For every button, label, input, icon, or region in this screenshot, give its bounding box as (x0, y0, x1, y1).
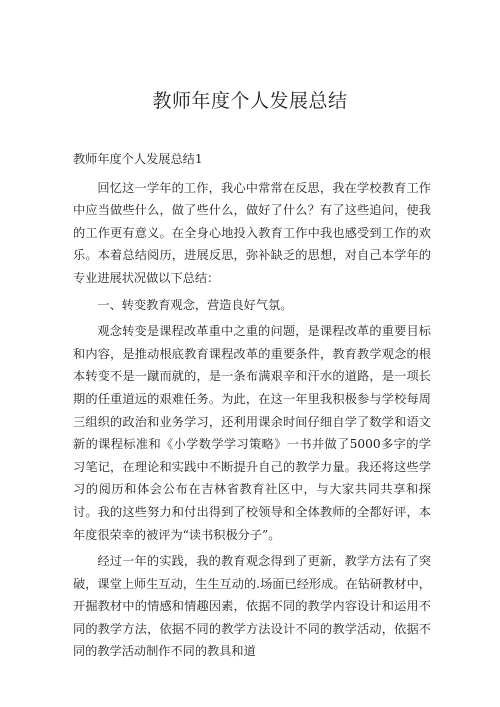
document-body (73, 148, 431, 667)
section-heading-1: 一、转变教育观念，营造良好气氛。 (97, 297, 293, 312)
paragraph-practice: 经过一年的实践，我的教育观念得到了更新，教学方法有了突破，课堂上师生互动，生生互动的.场面已经形成。在钻研教材中，开掘教材中的情感和情趣因素，依据不同的教学内容设计和运用不同的教学方法，依据不同的教学方法设计不同的教学活动，依据不同的教学活动制作不同的教具和道 (73, 554, 431, 659)
paragraph-intro: 回忆这一学年的工作，我心中常常在反思，我在学校教育工作中应当做些什么，做了些什么，做好了什么？有了这些追问，使我的工作更有意义。在全身心地投入教育工作中我也感受到工作的欢乐。本着总结阅历，进展反思，弥补缺乏的思想，对自己本学年的专业进展状况做以下总结： (73, 180, 431, 285)
document-title: 教师年度个人发展总结 (152, 90, 348, 112)
paragraph-concept-change: 观念转变是课程改革重中之重的问题，是课程改革的重要目标和内容，是推动根底教育课程改革的重要条件，教育教学观念的根本转变不是一蹴而就的，是一条布满艰辛和汗水的道路，是一项长期的任重道远的艰难任务。为此，在这一年里我积极参与学校每周三组织的政治和业务学习，还利用课余时间仔细自学了数学和语文新的课程标准和《小学数学学习策略》一书并做了5000多字的学习笔记，在理论和实践中不断提升自己的教学力量。我还将这些学习的阅历和体会公布在吉林省教育社区中，与大家共同共享和探讨。我的这些努力和付出得到了校领导和全体教师的全都好评，本年度很荣幸的被评为“读书积极分子”。 (73, 324, 431, 542)
section-subtitle: 教师年度个人发展总结1 (73, 152, 203, 166)
